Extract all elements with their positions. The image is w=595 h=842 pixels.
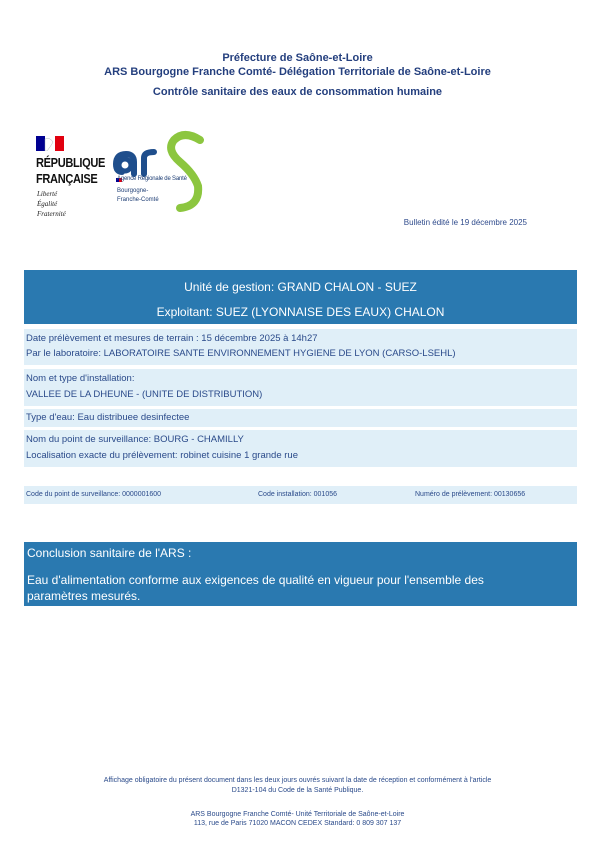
- motto-fraternite: Fraternité: [37, 210, 66, 218]
- footer-notice-line-2: D1321-104 du Code de la Santé Publique.: [231, 787, 364, 794]
- conclusion-text-line-2: paramètres mesurés.: [27, 589, 141, 603]
- monitoring-point: Nom du point de surveillance: BOURG - CHAMILLY: [26, 434, 244, 445]
- monitoring-point-row: [24, 430, 577, 467]
- conclusion-text-line-1: Eau d'alimentation conforme aux exigences de qualité en vigueur pour l'ensemble des: [27, 573, 484, 587]
- ars-region-label-2: Franche-Comté: [117, 197, 159, 203]
- conclusion-title: Conclusion sanitaire de l'ARS :: [27, 546, 192, 560]
- sample-date: Date prélèvement et mesures de terrain : 15 décembre 2025 à 14h27: [26, 333, 318, 344]
- footer-notice-line-1: Affichage obligatoire du présent document dans les deux jours ouvrés suivant la date de réception et conformément à l'article: [103, 777, 492, 784]
- management-unit: Unité de gestion: GRAND CHALON - SUEZ: [184, 280, 417, 294]
- operator-name: Exploitant: SUEZ (LYONNAISE DES EAUX) CHALON: [156, 305, 445, 319]
- conclusion-band: [24, 542, 577, 606]
- marianne-flag-icon: [36, 136, 64, 151]
- installation-value: VALLEE DE LA DHEUNE - (UNITE DE DISTRIBUTION): [26, 389, 263, 400]
- ars-agency-label: Agence Régionale de Santé: [117, 176, 187, 182]
- ars-region-label-1: Bourgogne-: [117, 188, 149, 194]
- bulletin-date: Bulletin édité le 19 décembre 2025: [403, 218, 527, 227]
- sample-date-lab-row: [24, 329, 577, 365]
- water-type: Type d'eau: Eau distribuee desinfectee: [26, 412, 190, 423]
- prefecture-title: Préfecture de Saône-et-Loire: [222, 52, 373, 64]
- codes-band: [24, 486, 577, 504]
- installation-label: Nom et type d'installation:: [26, 373, 135, 384]
- installation-code: Code installation: 001056: [258, 491, 338, 498]
- management-header-band: [24, 270, 577, 324]
- motto-egalite: Égalité: [37, 200, 58, 208]
- republique-label: RÉPUBLIQUE: [36, 155, 106, 170]
- installation-row: [24, 369, 577, 406]
- document-subject: Contrôle sanitaire des eaux de consommation humaine: [152, 86, 443, 98]
- water-type-row: [24, 409, 577, 427]
- footer-address-line-1: ARS Bourgogne Franche Comté- Unité Territoriale de Saône-et-Loire: [190, 811, 405, 818]
- sample-location: Localisation exacte du prélèvement: robinet cuisine 1 grande rue: [26, 450, 298, 461]
- monitoring-point-code: Code du point de surveillance: 0000001600: [26, 491, 162, 498]
- ars-delegation-title: ARS Bourgogne Franche Comté- Délégation Territoriale de Saône-et-Loire: [104, 66, 491, 78]
- sample-number: Numéro de prélèvement: 00130656: [415, 491, 526, 498]
- footer-address-line-2: 113, rue de Paris 71020 MACON CEDEX Standard: 0 809 307 137: [193, 820, 402, 827]
- laboratory: Par le laboratoire: LABORATOIRE SANTE ENVIRONNEMENT HYGIENE DE LYON (CARSO-LSEHL): [26, 348, 456, 359]
- motto-liberte: Liberté: [37, 190, 58, 198]
- francaise-label: FRANÇAISE: [36, 171, 98, 186]
